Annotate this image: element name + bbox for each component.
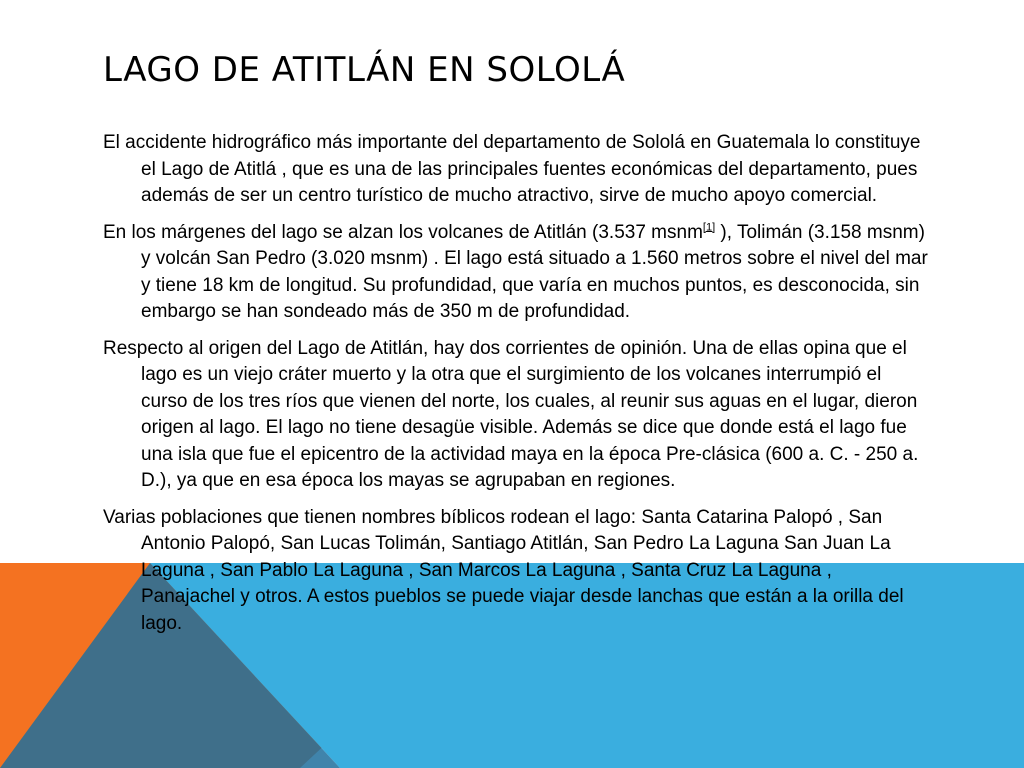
paragraph-towns: Varias poblaciones que tienen nombres bíblicos rodean el lago: Santa Catarina Palopó , San Antonio Palopó, San Lucas Tolimán, Santiago Atitlán, San Pedro La Laguna San Juan La Laguna , San Pablo La Laguna , San Marcos La Laguna , Santa Cruz La Laguna , Panajachel y otros. A estos pueblos se puede viajar desde lanchas que están a la orilla del lago. xyxy=(103,506,904,634)
slide-body xyxy=(103,130,928,647)
paragraph-origin: Respecto al origen del Lago de Atitlán, hay dos corrientes de opinión. Una de ellas opina que el lago es un viejo cráter muerto y la otra que el surgimiento de los volcanes interrumpió el curso de los tres ríos que vienen del norte, los cuales, al reunir sus aguas en el lugar, dieron origen al lago. El lago no tiene desagüe visible. Además se dice que donde está el lago fue una isla que fue el epicentro de la actividad maya en la época Pre-clásica (600 a. C. - 250 a. D.), ya que en esa época los mayas se agrupaban en regiones. xyxy=(103,337,919,491)
volcanoes-text-start: En los márgenes del lago se alzan los volcanes de Atitlán (3.537 msnm xyxy=(103,221,703,243)
slide-title: LAGO DE ATITLÁN EN SOLOLÁ xyxy=(103,50,626,90)
paragraph-volcanoes xyxy=(103,220,928,326)
paragraph-hydrography: El accidente hidrográfico más importante del departamento de Sololá en Guatemala lo constituye el Lago de Atitlá , que es una de las principales fuentes económicas del departamento, pues además de ser un centro turístico de mucho atractivo, sirve de mucho apoyo comercial. xyxy=(103,132,921,206)
reference-link[interactable]: [1] xyxy=(702,221,716,234)
volcanoes-text-end: ), Tolimán (3.158 msnm) y volcán San Pedro (3.020 msnm) . El lago está situado a 1.560 metros sobre el nivel del mar y tiene 18 km de longitud. Su profundidad, que varía en muchos puntos, es desconocida, sin embargo se han sondeado más de 350 m de profundidad. xyxy=(141,221,928,322)
